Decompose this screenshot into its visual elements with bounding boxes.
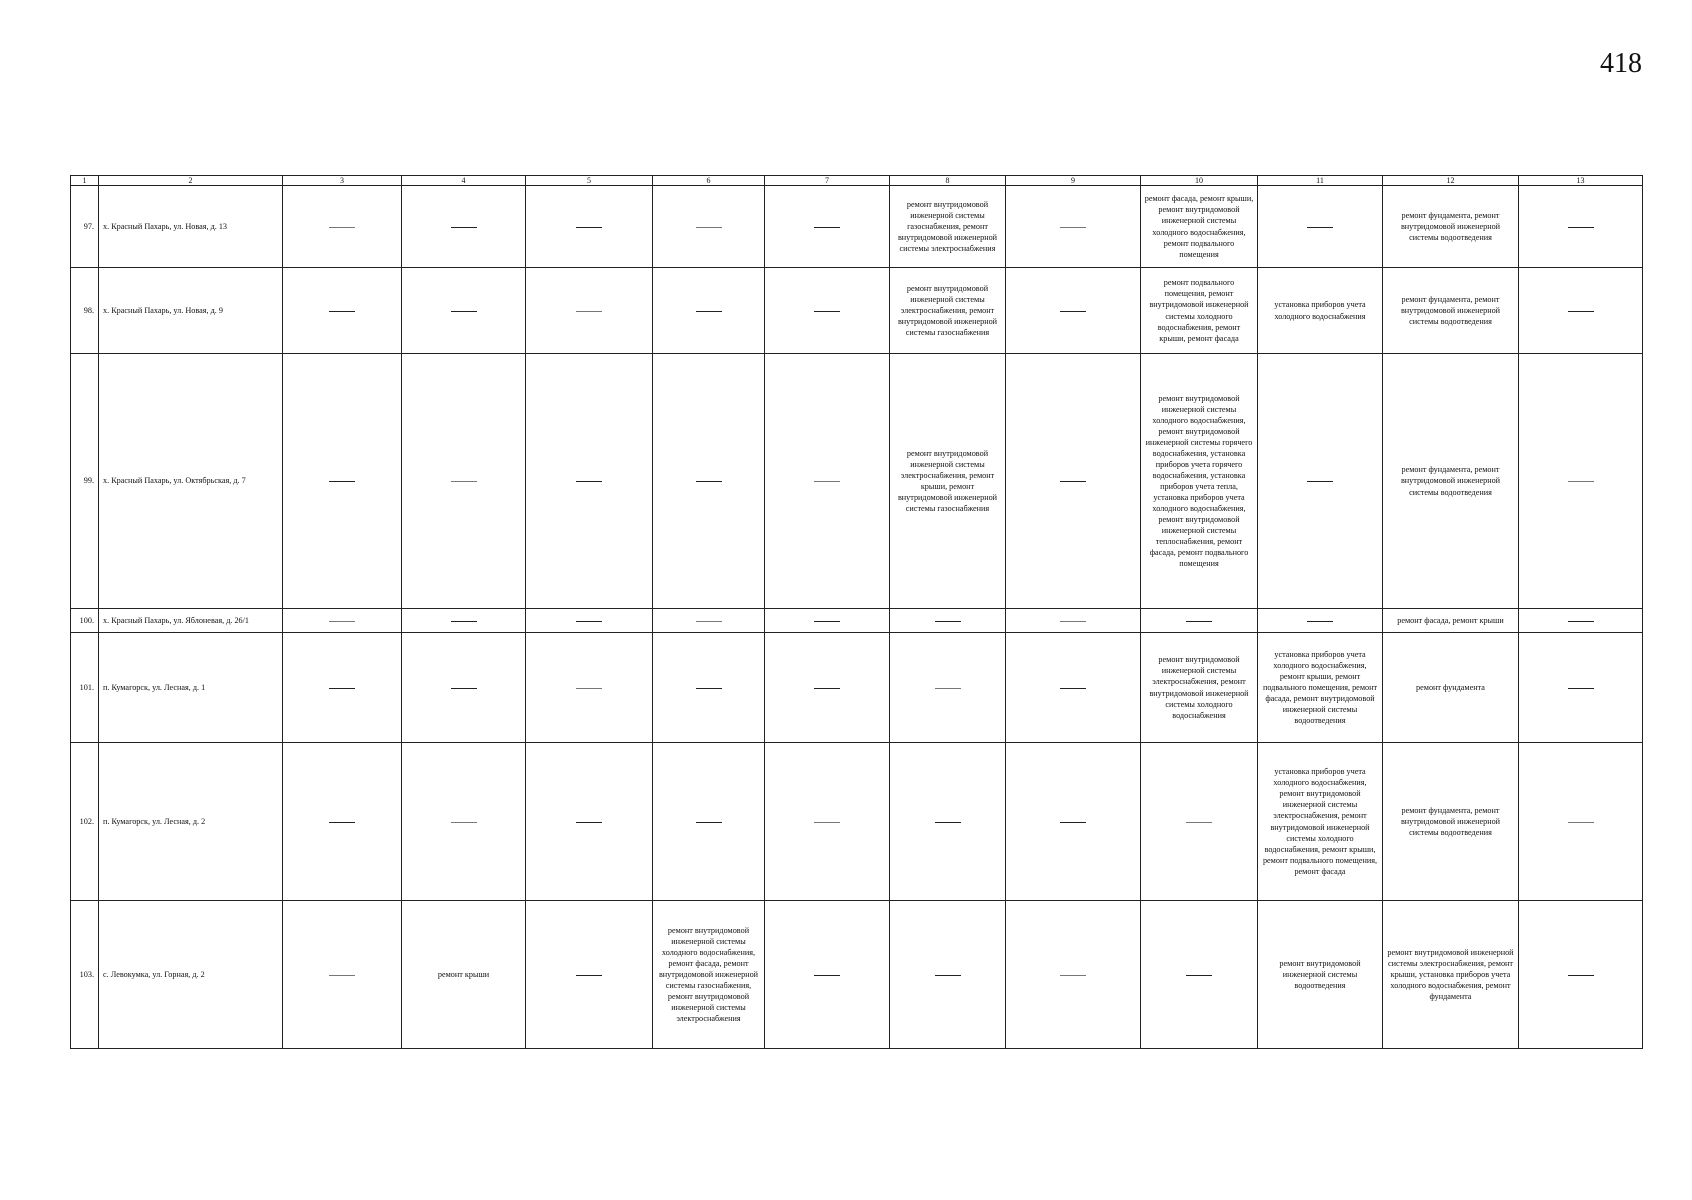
row-number: 102.	[71, 743, 99, 901]
empty-cell	[283, 633, 402, 743]
empty-cell	[890, 633, 1006, 743]
dash-mark	[329, 311, 355, 312]
row-number: 98.	[71, 268, 99, 354]
table-row	[71, 354, 1643, 609]
dash-mark	[576, 311, 602, 312]
dash-mark	[1060, 481, 1086, 482]
work-description-cell: ремонт фундамента, ремонт внутридомовой инженерной системы водоотведения	[1383, 268, 1519, 354]
work-description-cell: ремонт внутридомовой инженерной системы электроснабжения, ремонт крыши, установка приборов учета холодного водоснабжения, ремонт фундамента	[1383, 901, 1519, 1049]
empty-cell	[526, 186, 653, 268]
dash-mark	[451, 227, 477, 228]
dash-mark	[814, 481, 840, 482]
table-row	[71, 609, 1643, 633]
column-number-cell: 10	[1141, 176, 1258, 186]
works-table	[70, 175, 1642, 1049]
empty-cell	[402, 633, 526, 743]
work-description-cell: ремонт фундамента, ремонт внутридомовой инженерной системы водоотведения	[1383, 354, 1519, 609]
work-description-cell: ремонт внутридомовой инженерной системы водоотведения	[1258, 901, 1383, 1049]
address-cell: х. Красный Пахарь, ул. Новая, д. 9	[99, 268, 283, 354]
empty-cell	[526, 743, 653, 901]
address-cell: п. Кумагорск, ул. Лесная, д. 1	[99, 633, 283, 743]
empty-cell	[283, 743, 402, 901]
empty-cell	[1519, 186, 1643, 268]
work-description-cell: ремонт фундамента	[1383, 633, 1519, 743]
dash-mark	[1060, 311, 1086, 312]
dash-mark	[1568, 227, 1594, 228]
dash-mark	[814, 227, 840, 228]
empty-cell	[1141, 901, 1258, 1049]
empty-cell	[1519, 268, 1643, 354]
dash-mark	[1060, 227, 1086, 228]
dash-mark	[576, 621, 602, 622]
dash-mark	[935, 975, 961, 976]
empty-cell	[526, 609, 653, 633]
empty-cell	[283, 186, 402, 268]
empty-cell	[1006, 354, 1141, 609]
work-description-cell: ремонт внутридомовой инженерной системы холодного водоснабжения, ремонт фасада, ремонт внутридомовой инженерной системы газоснабжения, ремонт внутридомовой инженерной системы электроснабжения	[653, 901, 765, 1049]
dash-mark	[1568, 975, 1594, 976]
empty-cell	[653, 268, 765, 354]
column-number-cell: 2	[99, 176, 283, 186]
empty-cell	[1258, 609, 1383, 633]
page-number: 418	[1600, 48, 1642, 79]
column-number-cell: 1	[71, 176, 99, 186]
empty-cell	[1006, 633, 1141, 743]
work-description-cell: установка приборов учета холодного водоснабжения	[1258, 268, 1383, 354]
empty-cell	[653, 186, 765, 268]
empty-cell	[765, 268, 890, 354]
empty-cell	[765, 186, 890, 268]
table-row	[71, 186, 1643, 268]
empty-cell	[890, 609, 1006, 633]
column-number-cell: 13	[1519, 176, 1643, 186]
dash-mark	[329, 481, 355, 482]
empty-cell	[1006, 268, 1141, 354]
dash-mark	[451, 311, 477, 312]
empty-cell	[765, 354, 890, 609]
empty-cell	[1006, 609, 1141, 633]
dash-mark	[1060, 688, 1086, 689]
column-number-cell: 6	[653, 176, 765, 186]
work-description-cell: ремонт фасада, ремонт крыши, ремонт внутридомовой инженерной системы холодного водоснабжения, ремонт подвального помещения	[1141, 186, 1258, 268]
dash-mark	[576, 822, 602, 823]
dash-mark	[1568, 311, 1594, 312]
dash-mark	[576, 481, 602, 482]
dash-mark	[1060, 822, 1086, 823]
dash-mark	[329, 621, 355, 622]
column-number-cell: 9	[1006, 176, 1141, 186]
column-number-cell: 12	[1383, 176, 1519, 186]
empty-cell	[402, 609, 526, 633]
empty-cell	[653, 609, 765, 633]
dash-mark	[935, 621, 961, 622]
dash-mark	[814, 621, 840, 622]
dash-mark	[1060, 621, 1086, 622]
dash-mark	[696, 621, 722, 622]
dash-mark	[576, 688, 602, 689]
empty-cell	[1006, 743, 1141, 901]
address-cell: п. Кумагорск, ул. Лесная, д. 2	[99, 743, 283, 901]
dash-mark	[1568, 688, 1594, 689]
dash-mark	[451, 688, 477, 689]
dash-mark	[329, 227, 355, 228]
work-description-cell: ремонт крыши	[402, 901, 526, 1049]
dash-mark	[1307, 621, 1333, 622]
dash-mark	[696, 822, 722, 823]
column-number-cell: 8	[890, 176, 1006, 186]
dash-mark	[696, 227, 722, 228]
dash-mark	[451, 481, 477, 482]
works-grid	[70, 175, 1643, 1049]
work-description-cell: ремонт внутридомовой инженерной системы электроснабжения, ремонт внутридомовой инженерной системы газоснабжения	[890, 268, 1006, 354]
table-row	[71, 268, 1643, 354]
work-description-cell: ремонт подвального помещения, ремонт внутридомовой инженерной системы холодного водоснабжения, ремонт крыши, ремонт фасада	[1141, 268, 1258, 354]
dash-mark	[329, 975, 355, 976]
row-number: 101.	[71, 633, 99, 743]
column-number-cell: 7	[765, 176, 890, 186]
empty-cell	[1519, 354, 1643, 609]
dash-mark	[1568, 621, 1594, 622]
dash-mark	[576, 227, 602, 228]
dash-mark	[1186, 822, 1212, 823]
work-description-cell: ремонт внутридомовой инженерной системы холодного водоснабжения, ремонт внутридомовой инженерной системы горячего водоснабжения, установка приборов учета горячего водоснабжения, установка приборов учета тепла, установка приборов учета холодного водоснабжения, ремонт внутридомовой инженерной системы теплоснабжения, ремонт фасада, ремонт подвального помещения	[1141, 354, 1258, 609]
empty-cell	[1006, 186, 1141, 268]
empty-cell	[1519, 743, 1643, 901]
work-description-cell: ремонт внутридомовой инженерной системы газоснабжения, ремонт внутридомовой инженерной системы электроснабжения	[890, 186, 1006, 268]
work-description-cell: ремонт внутридомовой инженерной системы электроснабжения, ремонт внутридомовой инженерной системы холодного водоснабжения	[1141, 633, 1258, 743]
empty-cell	[526, 354, 653, 609]
empty-cell	[283, 901, 402, 1049]
empty-cell	[890, 743, 1006, 901]
work-description-cell: установка приборов учета холодного водоснабжения, ремонт внутридомовой инженерной системы электроснабжения, ремонт внутридомовой инженерной системы холодного водоснабжения, ремонт крыши, ремонт подвального помещения, ремонт фасада	[1258, 743, 1383, 901]
empty-cell	[526, 901, 653, 1049]
empty-cell	[402, 354, 526, 609]
column-number-cell: 3	[283, 176, 402, 186]
row-number: 103.	[71, 901, 99, 1049]
empty-cell	[1006, 901, 1141, 1049]
dash-mark	[576, 975, 602, 976]
dash-mark	[1568, 481, 1594, 482]
empty-cell	[283, 268, 402, 354]
table-body	[71, 176, 1643, 1049]
dash-mark	[814, 822, 840, 823]
dash-mark	[1568, 822, 1594, 823]
table-row	[71, 633, 1643, 743]
dash-mark	[814, 975, 840, 976]
work-description-cell: установка приборов учета холодного водоснабжения, ремонт крыши, ремонт подвального помещения, ремонт фасада, ремонт внутридомовой инженерной системы водоотведения	[1258, 633, 1383, 743]
dash-mark	[329, 822, 355, 823]
dash-mark	[696, 481, 722, 482]
empty-cell	[526, 268, 653, 354]
dash-mark	[1060, 975, 1086, 976]
column-number-row	[71, 176, 1643, 186]
column-number-cell: 11	[1258, 176, 1383, 186]
work-description-cell: ремонт фасада, ремонт крыши	[1383, 609, 1519, 633]
empty-cell	[402, 743, 526, 901]
address-cell: х. Красный Пахарь, ул. Яблоневая, д. 26/1	[99, 609, 283, 633]
empty-cell	[283, 354, 402, 609]
dash-mark	[935, 688, 961, 689]
work-description-cell: ремонт фундамента, ремонт внутридомовой инженерной системы водоотведения	[1383, 186, 1519, 268]
empty-cell	[653, 633, 765, 743]
empty-cell	[1258, 354, 1383, 609]
dash-mark	[451, 621, 477, 622]
empty-cell	[765, 901, 890, 1049]
address-cell: х. Красный Пахарь, ул. Новая, д. 13	[99, 186, 283, 268]
empty-cell	[1258, 186, 1383, 268]
dash-mark	[935, 822, 961, 823]
address-cell: х. Красный Пахарь, ул. Октябрьская, д. 7	[99, 354, 283, 609]
dash-mark	[696, 311, 722, 312]
empty-cell	[1519, 901, 1643, 1049]
empty-cell	[1519, 609, 1643, 633]
row-number: 97.	[71, 186, 99, 268]
empty-cell	[765, 633, 890, 743]
dash-mark	[814, 311, 840, 312]
column-number-cell: 4	[402, 176, 526, 186]
dash-mark	[696, 688, 722, 689]
empty-cell	[526, 633, 653, 743]
empty-cell	[653, 354, 765, 609]
column-number-cell: 5	[526, 176, 653, 186]
empty-cell	[283, 609, 402, 633]
empty-cell	[1519, 633, 1643, 743]
row-number: 99.	[71, 354, 99, 609]
work-description-cell: ремонт внутридомовой инженерной системы электроснабжения, ремонт крыши, ремонт внутридомовой инженерной системы газоснабжения	[890, 354, 1006, 609]
address-cell: с. Левокумка, ул. Горная, д. 2	[99, 901, 283, 1049]
empty-cell	[765, 743, 890, 901]
dash-mark	[814, 688, 840, 689]
empty-cell	[653, 743, 765, 901]
row-number: 100.	[71, 609, 99, 633]
dash-mark	[1186, 975, 1212, 976]
empty-cell	[765, 609, 890, 633]
empty-cell	[1141, 609, 1258, 633]
work-description-cell: ремонт фундамента, ремонт внутридомовой инженерной системы водоотведения	[1383, 743, 1519, 901]
dash-mark	[451, 822, 477, 823]
empty-cell	[890, 901, 1006, 1049]
table-row	[71, 743, 1643, 901]
empty-cell	[1141, 743, 1258, 901]
empty-cell	[402, 268, 526, 354]
dash-mark	[1186, 621, 1212, 622]
table-row	[71, 901, 1643, 1049]
empty-cell	[402, 186, 526, 268]
dash-mark	[1307, 227, 1333, 228]
dash-mark	[1307, 481, 1333, 482]
dash-mark	[329, 688, 355, 689]
